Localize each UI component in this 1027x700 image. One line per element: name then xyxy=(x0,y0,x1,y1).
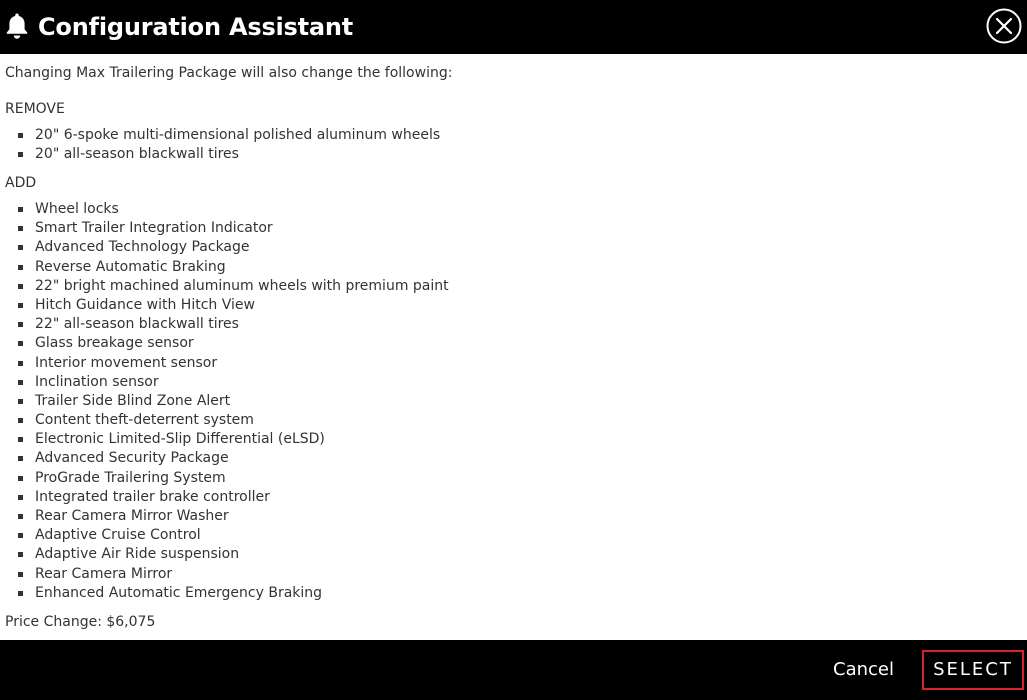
list-item: Inclination sensor xyxy=(5,373,449,392)
list-item: Rear Camera Mirror xyxy=(5,565,449,584)
list-item: 22" all-season blackwall tires xyxy=(5,315,449,334)
add-label: ADD xyxy=(5,175,37,191)
add-list xyxy=(5,200,449,603)
list-item: Trailer Side Blind Zone Alert xyxy=(5,392,449,411)
select-button[interactable]: SELECT xyxy=(922,650,1024,690)
list-item: 20" 6-spoke multi-dimensional polished aluminum wheels xyxy=(5,126,440,145)
dialog-footer xyxy=(0,640,1027,700)
list-item: Reverse Automatic Braking xyxy=(5,258,449,277)
list-item: Enhanced Automatic Emergency Braking xyxy=(5,584,449,603)
dialog-title: Configuration Assistant xyxy=(38,13,354,41)
cancel-button[interactable]: Cancel xyxy=(833,659,894,680)
remove-label: REMOVE xyxy=(5,101,65,117)
list-item: Rear Camera Mirror Washer xyxy=(5,507,449,526)
remove-list xyxy=(5,126,440,164)
close-icon[interactable] xyxy=(986,8,1022,44)
price-change: Price Change: $6,075 xyxy=(5,614,156,630)
list-item: Wheel locks xyxy=(5,200,449,219)
list-item: Adaptive Cruise Control xyxy=(5,526,449,545)
dialog-header xyxy=(0,0,1027,54)
intro-text: Changing Max Trailering Package will also change the following: xyxy=(5,65,453,81)
list-item: Electronic Limited-Slip Differential (eLSD) xyxy=(5,430,449,449)
list-item: Glass breakage sensor xyxy=(5,334,449,353)
list-item: Hitch Guidance with Hitch View xyxy=(5,296,449,315)
bell-icon xyxy=(5,12,29,40)
list-item: Content theft-deterrent system xyxy=(5,411,449,430)
list-item: Adaptive Air Ride suspension xyxy=(5,545,449,564)
list-item: Integrated trailer brake controller xyxy=(5,488,449,507)
list-item: Advanced Technology Package xyxy=(5,238,449,257)
list-item: Advanced Security Package xyxy=(5,449,449,468)
list-item: ProGrade Trailering System xyxy=(5,469,449,488)
list-item: 20" all-season blackwall tires xyxy=(5,145,440,164)
list-item: Interior movement sensor xyxy=(5,354,449,373)
list-item: Smart Trailer Integration Indicator xyxy=(5,219,449,238)
list-item: 22" bright machined aluminum wheels with premium paint xyxy=(5,277,449,296)
